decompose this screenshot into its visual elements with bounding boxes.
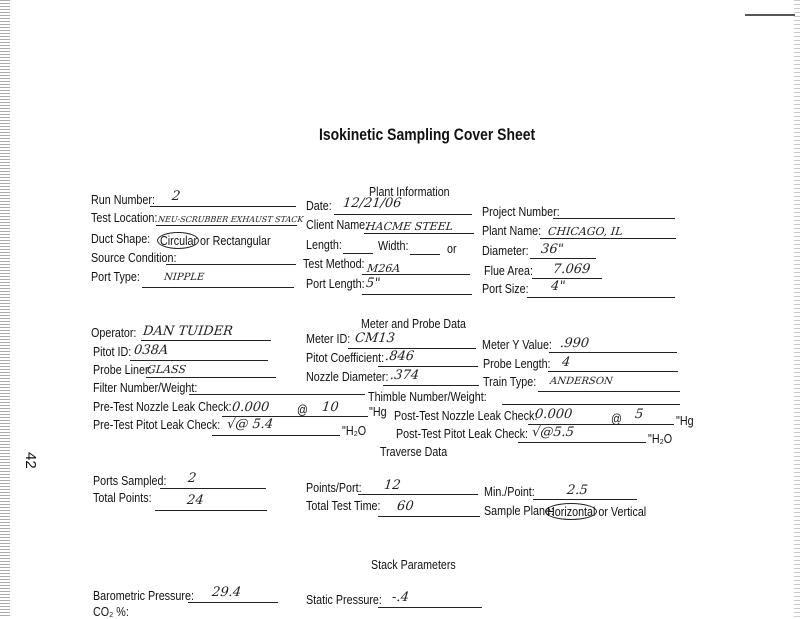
test-method-value: M26A (366, 262, 401, 275)
meter-y-line (549, 352, 677, 353)
flue-area-label: Flue Area: (484, 264, 534, 278)
pre-pitot-unit: "H₂O (342, 424, 367, 438)
section-traverse: Traverse Data (380, 444, 448, 459)
page-title: Isokinetic Sampling Cover Sheet (319, 125, 536, 144)
run-number-line (150, 206, 296, 207)
scan-edge-right (794, 0, 800, 618)
port-type-line (142, 287, 294, 288)
sample-plane-options: Horizontal or Vertical (547, 505, 647, 519)
pre-nozzle-at: @ (297, 403, 308, 417)
static-pressure-value: -.4 (391, 590, 410, 605)
static-pressure-label: Static Pressure: (306, 593, 382, 607)
post-nozzle-label: Post-Test Nozzle Leak Check: (394, 409, 538, 423)
source-condition-label: Source Condition: (91, 251, 177, 265)
project-number-line (553, 218, 675, 219)
total-test-time-label: Total Test Time: (306, 499, 381, 513)
client-name-value: HACME STEEL (365, 220, 454, 233)
plant-name-value: CHICAGO, IL (547, 225, 624, 238)
run-number-value: 2 (171, 189, 182, 204)
test-location-value: NEU-SCRUBBER EXHAUST STACK (157, 215, 304, 224)
probe-length-value: 4 (561, 355, 572, 370)
port-type-value: NIPPLE (163, 272, 205, 283)
date-line (334, 214, 472, 215)
duct-shape-label: Duct Shape: (91, 232, 151, 246)
pre-pitot-line (212, 435, 340, 436)
duct-shape-circle-mark (157, 232, 199, 249)
points-per-port-line (358, 494, 478, 495)
min-point-line (533, 499, 637, 500)
post-pitot-value: √@5.5 (531, 425, 575, 440)
pre-pitot-value: √@ 5.4 (226, 417, 274, 432)
min-point-label: Min./Point: (484, 485, 535, 499)
static-pressure-line (378, 607, 482, 608)
sample-plane-label: Sample Plane: (484, 504, 554, 518)
train-type-label: Train Type: (483, 375, 537, 389)
date-value: 12/21/06 (342, 196, 403, 211)
pitot-coefficient-label: Pitot Coefficient: (306, 351, 385, 365)
pitot-id-label: Pitot ID: (93, 345, 132, 359)
train-type-value: ANDERSON (549, 376, 614, 387)
section-meter-probe: Meter and Probe Data (361, 316, 466, 331)
nozzle-diameter-value: .374 (389, 368, 420, 383)
pre-nozzle-value: 0.000 (231, 400, 271, 415)
train-type-line (538, 391, 680, 392)
total-points-value: 24 (186, 493, 205, 508)
page-number: 42 (22, 452, 39, 469)
post-nozzle-unit: "Hg (676, 414, 694, 428)
project-number-label: Project Number: (482, 205, 560, 219)
pre-nozzle-label: Pre-Test Nozzle Leak Check: (93, 400, 232, 414)
probe-length-line (548, 371, 678, 372)
meter-id-value: CM13 (354, 331, 396, 346)
total-points-label: Total Points: (93, 491, 152, 505)
test-location-line (156, 225, 297, 226)
total-test-time-line (378, 516, 480, 517)
length-label: Length: (306, 238, 342, 252)
plant-name-label: Plant Name: (482, 224, 542, 238)
post-nozzle-value2: 5 (634, 407, 645, 422)
pre-nozzle-unit: "Hg (369, 405, 387, 419)
diameter-line (530, 258, 596, 259)
post-pitot-label: Post-Test Pitot Leak Check: (396, 427, 529, 441)
thimble-number-label: Thimble Number/Weight: (368, 390, 487, 404)
scan-mark (745, 14, 795, 16)
ports-sampled-line (160, 488, 266, 489)
port-size-value: 4" (550, 279, 567, 294)
sample-plane-circle-mark (545, 503, 597, 520)
thimble-number-line (502, 404, 680, 405)
section-plant-information: Plant Information (369, 184, 450, 199)
diameter-label: Diameter: (482, 244, 529, 258)
test-method-line (362, 274, 470, 275)
total-points-line (155, 510, 267, 511)
port-length-value: 5" (365, 276, 382, 291)
min-point-value: 2.5 (566, 483, 589, 498)
post-nozzle-value: 0.000 (534, 407, 574, 422)
port-length-line (362, 294, 472, 295)
post-pitot-line (518, 442, 646, 443)
probe-liner-label: Probe Liner: (93, 363, 152, 377)
probe-liner-value: GLASS (146, 363, 187, 376)
post-pitot-unit: "H₂O (648, 432, 673, 446)
operator-line (141, 340, 271, 341)
width-or-text: or (447, 242, 457, 256)
source-condition-line (166, 264, 296, 265)
points-per-port-label: Points/Port: (306, 481, 362, 495)
ports-sampled-label: Ports Sampled: (93, 474, 167, 488)
test-location-label: Test Location: (91, 211, 158, 225)
duct-shape-options: Circular or Rectangular (160, 234, 271, 248)
pitot-coefficient-value: .846 (384, 349, 415, 364)
pitot-id-line (130, 360, 268, 361)
filter-number-label: Filter Number/Weight: (93, 381, 198, 395)
diameter-value: 36" (540, 242, 565, 257)
port-size-label: Port Size: (482, 282, 529, 296)
plant-name-line (540, 238, 676, 239)
barometric-line (188, 602, 278, 603)
barometric-value: 29.4 (211, 585, 242, 600)
width-label: Width: (378, 239, 409, 253)
width-line (410, 254, 440, 255)
scan-edge-left (0, 0, 10, 618)
run-number-label: Run Number: (91, 193, 155, 207)
nozzle-diameter-label: Nozzle Diameter: (306, 370, 389, 384)
client-name-line (364, 233, 474, 234)
port-type-label: Port Type: (91, 270, 140, 284)
total-test-time-value: 60 (396, 499, 415, 514)
barometric-label: Barometric Pressure: (93, 589, 194, 603)
test-method-label: Test Method: (303, 257, 365, 271)
co2-label: CO₂ %: (93, 605, 129, 619)
meter-id-label: Meter ID: (306, 332, 351, 346)
operator-value: DAN TUIDER (142, 324, 234, 339)
section-stack-parameters: Stack Parameters (371, 557, 456, 572)
length-line (343, 253, 373, 254)
probe-liner-line (146, 377, 276, 378)
ports-sampled-value: 2 (187, 471, 198, 486)
meter-y-value: .990 (559, 336, 590, 351)
date-label: Date: (306, 199, 332, 213)
pitot-coefficient-line (378, 366, 478, 367)
probe-length-label: Probe Length: (483, 357, 551, 371)
pre-pitot-label: Pre-Test Pitot Leak Check: (93, 418, 221, 432)
filter-number-line (189, 394, 365, 395)
flue-area-value: 7.069 (552, 262, 592, 277)
client-name-label: Client Name: (306, 218, 369, 232)
post-nozzle-at: @ (611, 412, 622, 426)
flue-area-line (532, 278, 602, 279)
points-per-port-value: 12 (383, 478, 402, 493)
pre-nozzle-value2: 10 (321, 400, 340, 415)
port-length-label: Port Length: (306, 277, 365, 291)
pitot-id-value: 038A (133, 343, 170, 358)
operator-label: Operator: (91, 326, 137, 340)
meter-y-label: Meter Y Value: (482, 338, 552, 352)
nozzle-diameter-line (383, 385, 479, 386)
port-size-line (527, 297, 675, 298)
